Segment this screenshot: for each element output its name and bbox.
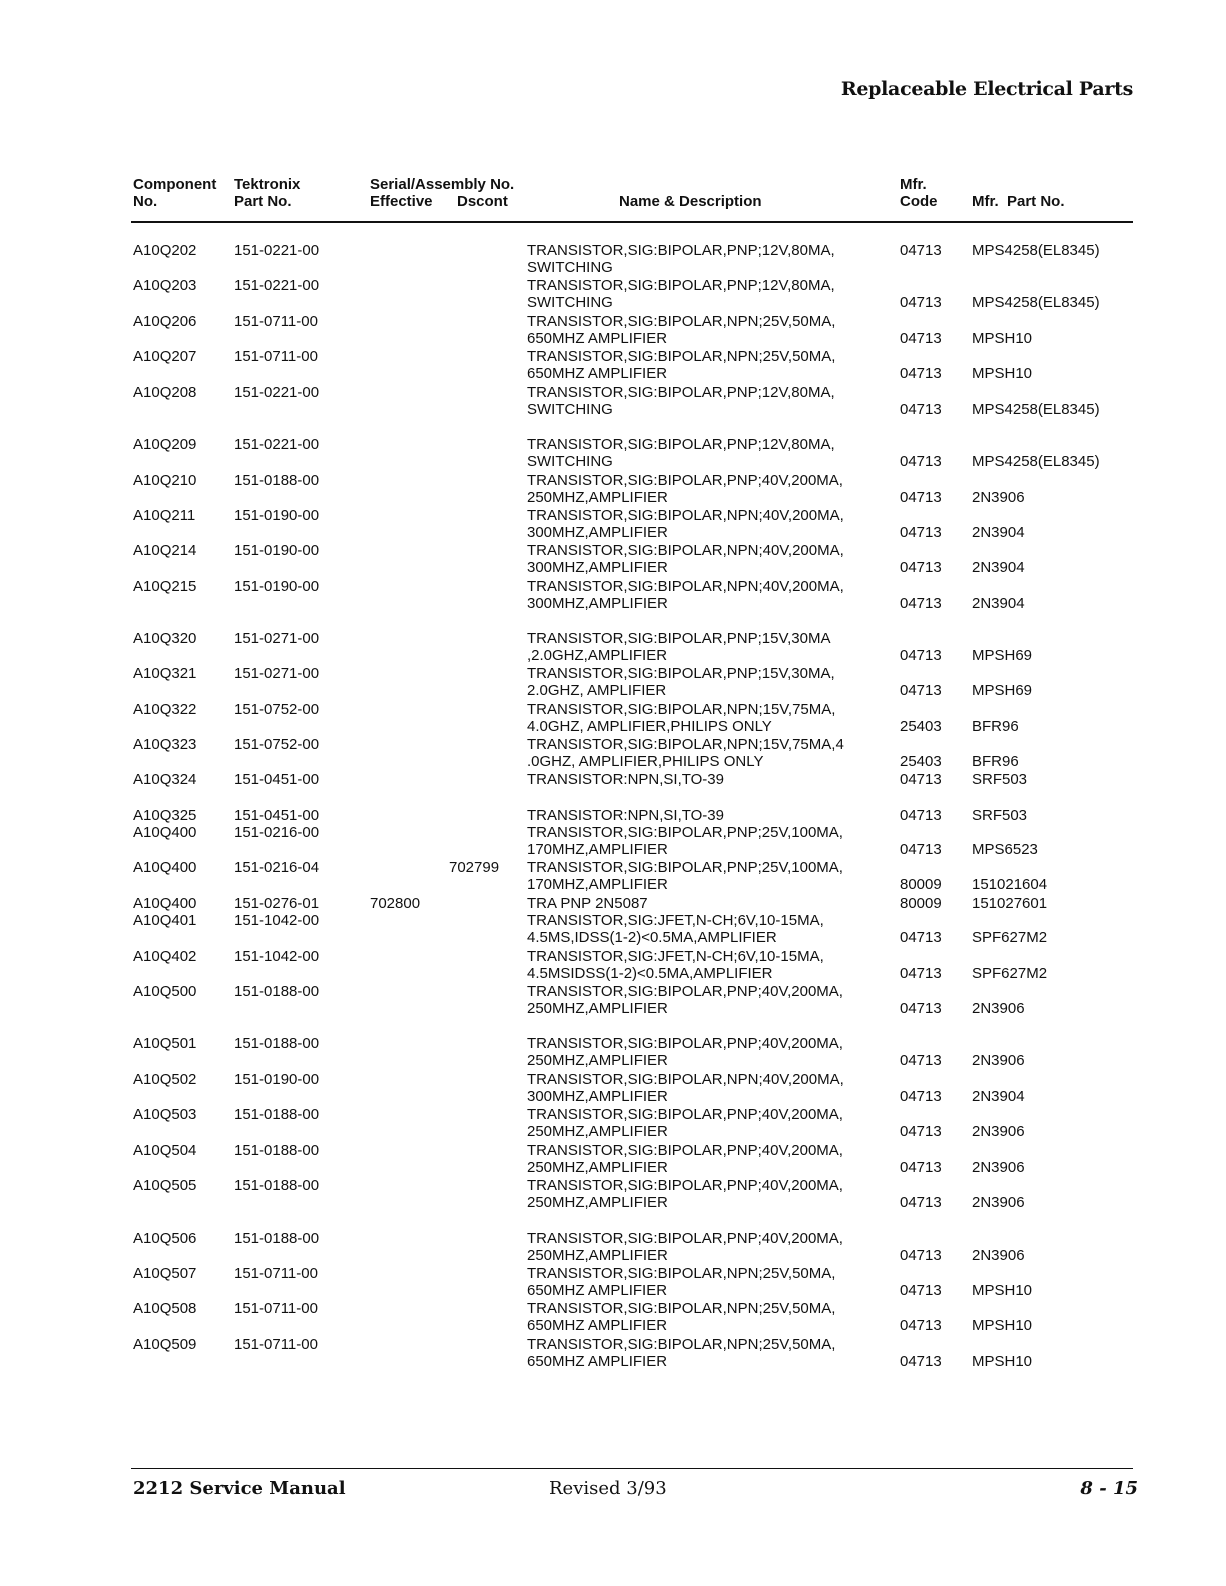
description-line-2: 250MHZ,AMPLIFIER — [527, 1123, 668, 1140]
tektronix-part-no: 151-0188-00 — [234, 1035, 320, 1052]
mfr-part-no: BFR96 — [972, 753, 1019, 770]
description-line-1: TRANSISTOR,SIG:BIPOLAR,PNP;40V,200MA, — [527, 472, 843, 489]
description-line-2: 650MHZ AMPLIFIER — [527, 365, 668, 382]
component-no: A10Q402 — [133, 948, 197, 965]
serial-dscont: 702799 — [449, 859, 500, 876]
description-line-2: 300MHZ,AMPLIFIER — [527, 1088, 668, 1105]
component-no: A10Q401 — [133, 912, 197, 929]
component-no: A10Q320 — [133, 630, 197, 647]
component-no: A10Q509 — [133, 1336, 197, 1353]
description-line-1: TRANSISTOR,SIG:BIPOLAR,NPN;25V,50MA, — [527, 313, 836, 330]
mfr-part-no: MPS4258(EL8345) — [972, 242, 1100, 259]
component-no: A10Q504 — [133, 1142, 197, 1159]
description-line-1: TRANSISTOR,SIG:BIPOLAR,NPN;40V,200MA, — [527, 542, 844, 559]
mfr-code: 04713 — [900, 365, 942, 382]
description-line-2: 2.0GHZ, AMPLIFIER — [527, 682, 667, 699]
component-no: A10Q400 — [133, 859, 197, 876]
tektronix-part-no: 151-0276-01 — [234, 895, 320, 912]
description-line-1: TRANSISTOR,SIG:BIPOLAR,PNP;12V,80MA, — [527, 436, 835, 453]
description-line-1: TRANSISTOR,SIG:BIPOLAR,PNP;40V,200MA, — [527, 1142, 843, 1159]
description-line-1: TRANSISTOR,SIG:BIPOLAR,PNP;40V,200MA, — [527, 1230, 843, 1247]
tektronix-part-no: 151-0216-04 — [234, 859, 320, 876]
mfr-part-no: 2N3904 — [972, 559, 1025, 576]
component-no: A10Q321 — [133, 665, 197, 682]
description-line-1: TRANSISTOR,SIG:BIPOLAR,PNP;25V,100MA, — [527, 824, 843, 841]
tektronix-part-no: 151-1042-00 — [234, 948, 320, 965]
tektronix-part-no: 151-0190-00 — [234, 542, 320, 559]
mfr-code: 25403 — [900, 718, 942, 735]
description-line-2: 250MHZ,AMPLIFIER — [527, 1052, 668, 1069]
tektronix-part-no: 151-0711-00 — [234, 1265, 318, 1282]
header-effective: Effective — [370, 193, 433, 210]
component-no: A10Q506 — [133, 1230, 197, 1247]
tektronix-part-no: 151-0188-00 — [234, 472, 320, 489]
description-line-1: TRANSISTOR,SIG:BIPOLAR,NPN;40V,200MA, — [527, 507, 844, 524]
mfr-code: 04713 — [900, 1088, 942, 1105]
mfr-code: 04713 — [900, 841, 942, 858]
mfr-part-no: 2N3906 — [972, 1000, 1025, 1017]
mfr-part-no: MPS4258(EL8345) — [972, 401, 1100, 418]
description-line-2: 650MHZ AMPLIFIER — [527, 1282, 668, 1299]
description-line-1: TRANSISTOR,SIG:BIPOLAR,PNP;40V,200MA, — [527, 1177, 843, 1194]
description-line-1: TRANSISTOR,SIG:BIPOLAR,PNP;12V,80MA, — [527, 277, 835, 294]
component-no: A10Q503 — [133, 1106, 197, 1123]
tektronix-part-no: 151-0188-00 — [234, 1177, 320, 1194]
description-line-1: TRANSISTOR,SIG:BIPOLAR,PNP;15V,30MA, — [527, 665, 835, 682]
description-line-1: TRANSISTOR,SIG:BIPOLAR,NPN;15V,75MA,4 — [527, 736, 844, 753]
mfr-code: 04713 — [900, 242, 942, 259]
mfr-code: 04713 — [900, 559, 942, 576]
footer-revised: Revised 3/93 — [549, 1478, 667, 1499]
tektronix-part-no: 151-0190-00 — [234, 1071, 320, 1088]
mfr-code: 80009 — [900, 876, 942, 893]
description-line-2: 170MHZ,AMPLIFIER — [527, 876, 668, 893]
footer-page-number: 8 - 15 — [1080, 1478, 1138, 1499]
footer-rule — [131, 1468, 1133, 1469]
header-part-no: Part No. — [234, 193, 292, 210]
mfr-part-no: 2N3906 — [972, 1159, 1025, 1176]
component-no: A10Q211 — [133, 507, 196, 524]
description-line-1: TRANSISTOR,SIG:BIPOLAR,PNP;40V,200MA, — [527, 983, 843, 1000]
tektronix-part-no: 151-0711-00 — [234, 313, 318, 330]
description-line-2: 250MHZ,AMPLIFIER — [527, 1247, 668, 1264]
description-line-1: TRANSISTOR,SIG:JFET,N-CH;6V,10-15MA, — [527, 948, 824, 965]
mfr-code: 04713 — [900, 595, 942, 612]
component-no: A10Q507 — [133, 1265, 197, 1282]
mfr-code: 80009 — [900, 895, 942, 912]
mfr-part-no: MPSH10 — [972, 1317, 1033, 1334]
mfr-part-no: MPS4258(EL8345) — [972, 294, 1100, 311]
description-line-1: TRANSISTOR,SIG:JFET,N-CH;6V,10-15MA, — [527, 912, 824, 929]
header-mfr-code: Code — [900, 193, 938, 210]
tektronix-part-no: 151-0216-00 — [234, 824, 320, 841]
tektronix-part-no: 151-0221-00 — [234, 436, 320, 453]
tektronix-part-no: 151-0752-00 — [234, 736, 320, 753]
mfr-code: 04713 — [900, 1353, 942, 1370]
mfr-code: 04713 — [900, 453, 942, 470]
mfr-part-no: 151021604 — [972, 876, 1048, 893]
description-line-1: TRANSISTOR,SIG:BIPOLAR,NPN;40V,200MA, — [527, 1071, 844, 1088]
mfr-part-no: SPF627M2 — [972, 965, 1048, 982]
component-no: A10Q206 — [133, 313, 197, 330]
component-no: A10Q215 — [133, 578, 197, 595]
mfr-code: 04713 — [900, 965, 942, 982]
tektronix-part-no: 151-0711-00 — [234, 1300, 318, 1317]
description-line-2: SWITCHING — [527, 259, 613, 276]
description-line-1: TRANSISTOR,SIG:BIPOLAR,NPN;25V,50MA, — [527, 1300, 836, 1317]
description-line-1: TRANSISTOR:NPN,SI,TO-39 — [527, 771, 724, 788]
header-rule — [131, 221, 1133, 223]
mfr-code: 04713 — [900, 771, 942, 788]
tektronix-part-no: 151-0711-00 — [234, 1336, 318, 1353]
tektronix-part-no: 151-0451-00 — [234, 771, 320, 788]
mfr-part-no: 2N3904 — [972, 1088, 1025, 1105]
mfr-code: 04713 — [900, 1000, 942, 1017]
description-line-2: SWITCHING — [527, 453, 613, 470]
mfr-part-no: SRF503 — [972, 771, 1028, 788]
tektronix-part-no: 151-1042-00 — [234, 912, 320, 929]
tektronix-part-no: 151-0188-00 — [234, 1142, 320, 1159]
mfr-code: 04713 — [900, 1052, 942, 1069]
mfr-code: 04713 — [900, 1194, 942, 1211]
description-line-1: TRANSISTOR,SIG:BIPOLAR,PNP;40V,200MA, — [527, 1106, 843, 1123]
mfr-part-no: SRF503 — [972, 807, 1028, 824]
mfr-code: 04713 — [900, 1159, 942, 1176]
section-title: Replaceable Electrical Parts — [840, 78, 1133, 100]
description-line-1: TRANSISTOR,SIG:BIPOLAR,NPN;25V,50MA, — [527, 1336, 836, 1353]
tektronix-part-no: 151-0188-00 — [234, 1230, 320, 1247]
component-no: A10Q324 — [133, 771, 197, 788]
mfr-part-no: 2N3904 — [972, 524, 1025, 541]
header-dscont: Dscont — [457, 193, 508, 210]
tektronix-part-no: 151-0190-00 — [234, 507, 320, 524]
description-line-1: TRANSISTOR,SIG:BIPOLAR,PNP;12V,80MA, — [527, 384, 835, 401]
description-line-2: 250MHZ,AMPLIFIER — [527, 489, 668, 506]
mfr-code: 04713 — [900, 489, 942, 506]
description-line-1: TRANSISTOR,SIG:BIPOLAR,PNP;40V,200MA, — [527, 1035, 843, 1052]
description-line-1: TRANSISTOR,SIG:BIPOLAR,PNP;12V,80MA, — [527, 242, 835, 259]
header-component-no: No. — [133, 193, 158, 210]
mfr-part-no: MPSH69 — [972, 647, 1033, 664]
header-tektronix: Tektronix — [234, 176, 301, 193]
component-no: A10Q500 — [133, 983, 197, 1000]
mfr-part-no: 2N3906 — [972, 1247, 1025, 1264]
component-no: A10Q505 — [133, 1177, 197, 1194]
tektronix-part-no: 151-0221-00 — [234, 242, 320, 259]
footer-manual-title: 2212 Service Manual — [133, 1478, 346, 1499]
component-no: A10Q502 — [133, 1071, 197, 1088]
mfr-code: 04713 — [900, 294, 942, 311]
description-line-1: TRA PNP 2N5087 — [527, 895, 648, 912]
description-line-2: SWITCHING — [527, 294, 613, 311]
mfr-part-no: 151027601 — [972, 895, 1048, 912]
component-no: A10Q210 — [133, 472, 197, 489]
component-no: A10Q208 — [133, 384, 197, 401]
mfr-part-no: 2N3904 — [972, 595, 1025, 612]
tektronix-part-no: 151-0711-00 — [234, 348, 318, 365]
mfr-part-no: 2N3906 — [972, 489, 1025, 506]
mfr-code: 04713 — [900, 1123, 942, 1140]
mfr-code: 04713 — [900, 682, 942, 699]
tektronix-part-no: 151-0188-00 — [234, 983, 320, 1000]
serial-effective: 702800 — [370, 895, 421, 912]
component-no: A10Q202 — [133, 242, 197, 259]
mfr-part-no: MPS6523 — [972, 841, 1038, 858]
component-no: A10Q209 — [133, 436, 197, 453]
description-line-1: TRANSISTOR,SIG:BIPOLAR,NPN;25V,50MA, — [527, 348, 836, 365]
tektronix-part-no: 151-0451-00 — [234, 807, 320, 824]
component-no: A10Q207 — [133, 348, 197, 365]
mfr-part-no: 2N3906 — [972, 1052, 1025, 1069]
mfr-part-no: MPSH10 — [972, 1353, 1033, 1370]
mfr-part-no: MPSH10 — [972, 365, 1033, 382]
description-line-2: 4.5MSIDSS(1-2)<0.5MA,AMPLIFIER — [527, 965, 773, 982]
header-mfr: Mfr. — [900, 176, 927, 193]
description-line-1: TRANSISTOR,SIG:BIPOLAR,NPN;40V,200MA, — [527, 578, 844, 595]
mfr-part-no: MPSH69 — [972, 682, 1033, 699]
mfr-part-no: MPSH10 — [972, 330, 1033, 347]
mfr-code: 04713 — [900, 330, 942, 347]
component-no: A10Q322 — [133, 701, 197, 718]
mfr-code: 04713 — [900, 524, 942, 541]
component-no: A10Q501 — [133, 1035, 197, 1052]
tektronix-part-no: 151-0188-00 — [234, 1106, 320, 1123]
description-line-1: TRANSISTOR,SIG:BIPOLAR,NPN;15V,75MA, — [527, 701, 836, 718]
mfr-code: 04713 — [900, 1317, 942, 1334]
description-line-2: ,2.0GHZ,AMPLIFIER — [527, 647, 668, 664]
mfr-code: 04713 — [900, 929, 942, 946]
mfr-part-no: MPS4258(EL8345) — [972, 453, 1100, 470]
mfr-code: 04713 — [900, 1282, 942, 1299]
tektronix-part-no: 151-0221-00 — [234, 384, 320, 401]
description-line-2: 300MHZ,AMPLIFIER — [527, 595, 668, 612]
description-line-2: 4.0GHZ, AMPLIFIER,PHILIPS ONLY — [527, 718, 772, 735]
description-line-2: 250MHZ,AMPLIFIER — [527, 1159, 668, 1176]
component-no: A10Q508 — [133, 1300, 197, 1317]
component-no: A10Q400 — [133, 824, 197, 841]
header-component: Component — [133, 176, 217, 193]
description-line-2: .0GHZ, AMPLIFIER,PHILIPS ONLY — [527, 753, 764, 770]
description-line-2: 170MHZ,AMPLIFIER — [527, 841, 668, 858]
mfr-part-no: 2N3906 — [972, 1194, 1025, 1211]
mfr-code: 04713 — [900, 1247, 942, 1264]
tektronix-part-no: 151-0190-00 — [234, 578, 320, 595]
description-line-2: 650MHZ AMPLIFIER — [527, 330, 668, 347]
component-no: A10Q214 — [133, 542, 197, 559]
tektronix-part-no: 151-0752-00 — [234, 701, 320, 718]
header-name-description: Name & Description — [619, 193, 762, 210]
component-no: A10Q323 — [133, 736, 197, 753]
description-line-1: TRANSISTOR,SIG:BIPOLAR,PNP;15V,30MA — [527, 630, 831, 647]
component-no: A10Q325 — [133, 807, 197, 824]
description-line-2: 250MHZ,AMPLIFIER — [527, 1194, 668, 1211]
tektronix-part-no: 151-0221-00 — [234, 277, 320, 294]
description-line-2: SWITCHING — [527, 401, 613, 418]
mfr-part-no: SPF627M2 — [972, 929, 1048, 946]
description-line-2: 300MHZ,AMPLIFIER — [527, 559, 668, 576]
mfr-code: 04713 — [900, 647, 942, 664]
component-no: A10Q400 — [133, 895, 197, 912]
description-line-2: 300MHZ,AMPLIFIER — [527, 524, 668, 541]
tektronix-part-no: 151-0271-00 — [234, 665, 320, 682]
mfr-part-no: 2N3906 — [972, 1123, 1025, 1140]
description-line-2: 250MHZ,AMPLIFIER — [527, 1000, 668, 1017]
description-line-2: 650MHZ AMPLIFIER — [527, 1317, 668, 1334]
mfr-code: 25403 — [900, 753, 942, 770]
description-line-1: TRANSISTOR:NPN,SI,TO-39 — [527, 807, 724, 824]
mfr-part-no: BFR96 — [972, 718, 1019, 735]
mfr-code: 04713 — [900, 401, 942, 418]
description-line-2: 4.5MS,IDSS(1-2)<0.5MA,AMPLIFIER — [527, 929, 777, 946]
header-mfr-part-no: Mfr. Part No. — [972, 193, 1065, 210]
description-line-1: TRANSISTOR,SIG:BIPOLAR,PNP;25V,100MA, — [527, 859, 843, 876]
description-line-2: 650MHZ AMPLIFIER — [527, 1353, 668, 1370]
header-serial-assembly: Serial/Assembly No. — [370, 176, 515, 193]
mfr-part-no: MPSH10 — [972, 1282, 1033, 1299]
mfr-code: 04713 — [900, 807, 942, 824]
component-no: A10Q203 — [133, 277, 197, 294]
tektronix-part-no: 151-0271-00 — [234, 630, 320, 647]
description-line-1: TRANSISTOR,SIG:BIPOLAR,NPN;25V,50MA, — [527, 1265, 836, 1282]
